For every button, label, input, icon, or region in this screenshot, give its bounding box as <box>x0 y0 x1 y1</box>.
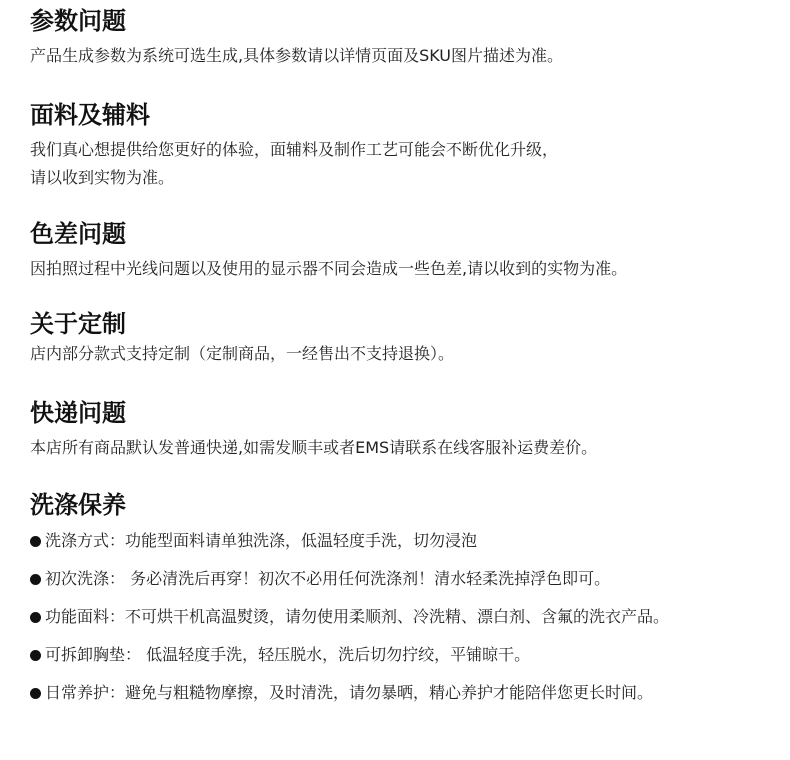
section-color-difference <box>30 218 627 283</box>
list-item <box>30 529 669 553</box>
section-text: 我们真心想提供给您更好的体验，面辅料及制作工艺可能会不断优化升级， <box>30 140 559 159</box>
section-washing-care <box>30 489 669 719</box>
list-item <box>30 605 669 629</box>
bullet-icon <box>30 536 41 547</box>
section-text: 请以收到实物为准。 <box>30 168 175 187</box>
bullet-icon <box>30 612 41 623</box>
section-title: 参数问题 <box>30 7 126 35</box>
bullet-icon <box>30 574 41 585</box>
bullet-icon <box>30 688 41 699</box>
section-customization <box>30 308 454 368</box>
section-text: 店内部分款式支持定制（定制商品，一经售出不支持退换）。 <box>30 344 455 363</box>
section-title: 色差问题 <box>30 220 126 248</box>
section-text: 产品生成参数为系统可选生成,具体参数请以详情页面及SKU图片描述为准。 <box>30 46 564 65</box>
bullet-text: 洗涤方式：功能型面料请单独洗涤，低温轻度手洗，切勿浸泡 <box>45 531 478 550</box>
section-shipping <box>30 397 597 462</box>
bullet-icon <box>30 650 41 661</box>
bullet-text: 初次洗涤： 务必清洗后再穿！初次不必用任何洗涤剂！清水轻柔洗掉浮色即可。 <box>45 569 611 588</box>
section-fabric <box>30 99 558 192</box>
bullet-text: 功能面料：不可烘干机高温熨烫，请勿使用柔顺剂、冷洗精、漂白剂、含氟的洗衣产品。 <box>45 607 670 626</box>
bullet-text: 日常养护：避免与粗糙物摩擦，及时清洗，请勿暴晒，精心养护才能陪伴您更长时间。 <box>45 683 654 702</box>
care-bullet-list <box>30 529 669 705</box>
section-text: 本店所有商品默认发普通快递,如需发顺丰或者EMS请联系在线客服补运费差价。 <box>30 438 598 457</box>
section-title: 洗涤保养 <box>30 491 126 519</box>
section-title: 快递问题 <box>30 399 126 427</box>
bullet-text: 可拆卸胸垫： 低温轻度手洗，轻压脱水，洗后切勿拧绞，平铺晾干。 <box>45 645 531 664</box>
list-item <box>30 681 669 705</box>
list-item <box>30 567 669 591</box>
list-item <box>30 643 669 667</box>
section-parameters <box>30 5 563 70</box>
section-text: 因拍照过程中光线问题以及使用的显示器不同会造成一些色差,请以收到的实物为准。 <box>30 259 628 278</box>
section-title: 面料及辅料 <box>30 101 150 129</box>
section-title: 关于定制 <box>30 310 126 338</box>
